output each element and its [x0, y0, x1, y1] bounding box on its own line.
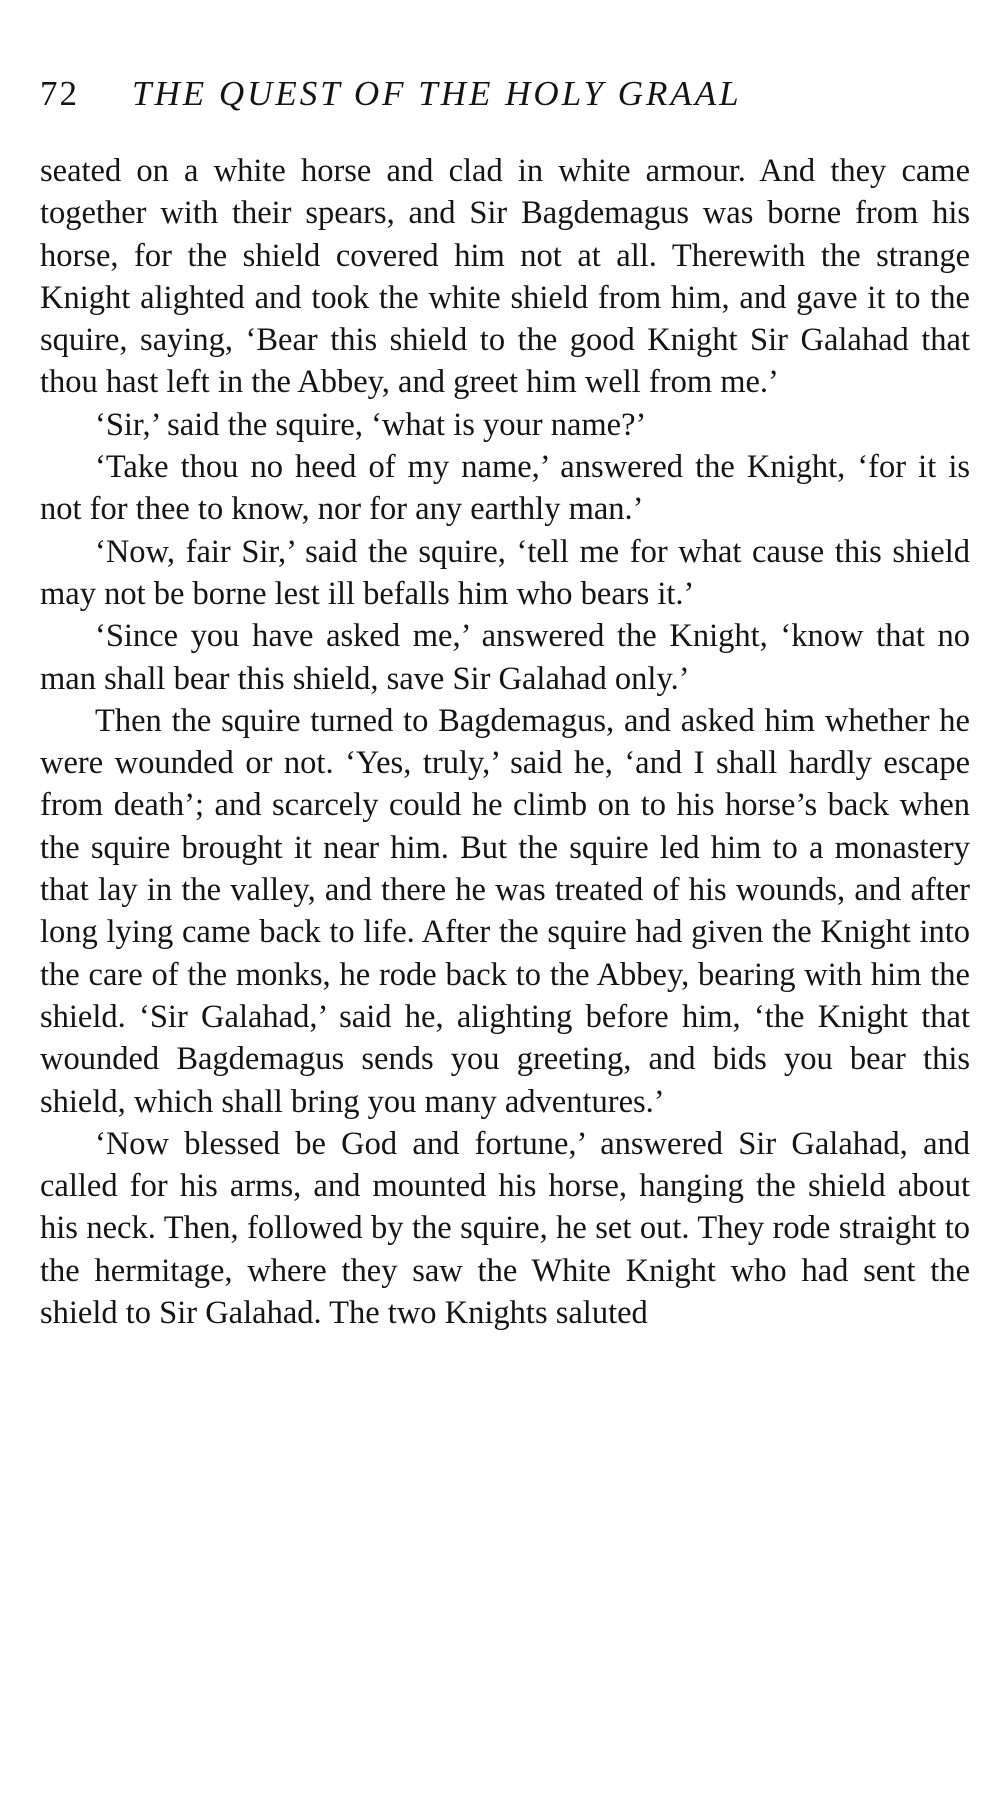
- paragraph: ‘Since you have asked me,’ answered the Knight, ‘know that no man shall bear this shield, save Sir Galahad only.’: [40, 618, 970, 697]
- paragraph-continued: seated on a white horse and clad in white armour. And they came together with their spears, and Sir Bagdemagus was borne from his horse, for the shield covered him not at all. Therewith the strange Knight alighted and took the white shield from him, and gave it to the squire, saying, ‘Bear this shield to the good Knight Sir Galahad that thou hast left in the Abbey, and greet him well from me.’: [40, 153, 970, 401]
- running-head: [40, 74, 970, 124]
- body-text: [40, 150, 970, 1334]
- book-title: THE QUEST OF THE HOLY GRAAL: [132, 74, 742, 113]
- page-number: 72: [40, 74, 79, 113]
- paragraph: ‘Now, fair Sir,’ said the squire, ‘tell me for what cause this shield may not be borne lest ill befalls him who bears it.’: [40, 533, 970, 612]
- paragraph: ‘Take thou no heed of my name,’ answered the Knight, ‘for it is not for thee to know, nor for any earthly man.’: [40, 449, 970, 528]
- paragraph: Then the squire turned to Bagdemagus, and asked him whether he were wounded or not. ‘Yes, truly,’ said he, ‘and I shall hardly escape from death’; and scarcely could he climb on to his horse’s back when the squire brought it near him. But the squire led him to a monastery that lay in the valley, and there he was treated of his wounds, and after long lying came back to life. After the squire had given the Knight into the care of the monks, he rode back to the Abbey, bearing with him the shield. ‘Sir Galahad,’ said he, alighting before him, ‘the Knight that wounded Bagdemagus sends you greeting, and bids you bear this shield, which shall bring you many adventures.’: [40, 702, 970, 1120]
- paragraph: ‘Now blessed be God and fortune,’ answered Sir Galahad, and called for his arms, and mounted his horse, hanging the shield about his neck. Then, followed by the squire, he set out. They rode straight to the hermitage, where they saw the White Knight who had sent the shield to Sir Galahad. The two Knights saluted: [40, 1125, 970, 1332]
- paragraph: ‘Sir,’ said the squire, ‘what is your name?’: [95, 406, 647, 443]
